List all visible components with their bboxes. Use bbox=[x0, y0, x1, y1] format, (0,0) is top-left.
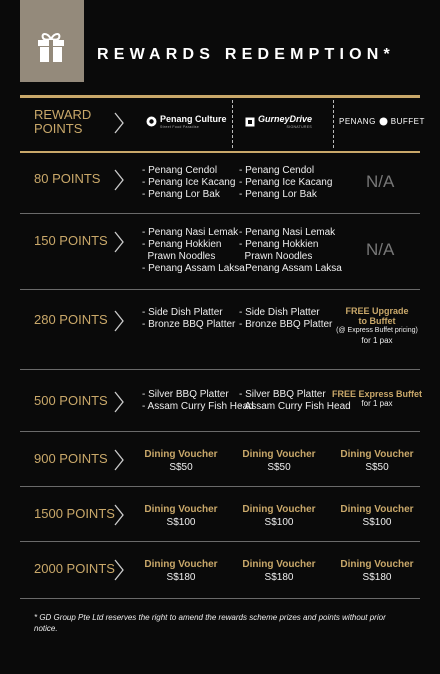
header-divider bbox=[20, 95, 420, 98]
gurney-drive-voucher-1500 bbox=[236, 503, 322, 529]
row-divider bbox=[20, 486, 420, 487]
gurney-drive-logo bbox=[245, 114, 312, 129]
chevron-right-icon bbox=[113, 231, 125, 253]
buffet-upgrade-offer bbox=[328, 306, 426, 346]
penang-culture-logo bbox=[146, 114, 227, 129]
gurney-drive-emblem-icon bbox=[245, 117, 255, 127]
express-buffet-offer bbox=[328, 389, 426, 409]
list-item: - Penang Hokkien bbox=[239, 239, 319, 250]
list-item: - Bronze BBQ Platter bbox=[142, 319, 236, 330]
row-divider bbox=[20, 151, 420, 153]
gurney-drive-items-280 bbox=[239, 307, 332, 331]
voucher-value: S$180 bbox=[362, 572, 392, 583]
points-label-500: 500 POINTS bbox=[34, 393, 108, 408]
list-item: - Bronze BBQ Platter bbox=[239, 319, 333, 330]
list-item: - Assam Curry Fish Head bbox=[239, 401, 351, 412]
gift-box-panel bbox=[20, 0, 84, 82]
column-divider-1 bbox=[232, 100, 233, 148]
footnote: * GD Group Pte Ltd reserves the right to amend the rewards scheme prizes and points without prior notice. bbox=[34, 613, 386, 633]
penang-buffet-name-left: PENANG bbox=[339, 117, 376, 126]
penang-culture-name: Penang Culture bbox=[160, 114, 227, 124]
penang-culture-tagline: Street Food Paradise bbox=[160, 125, 200, 129]
points-label-80: 80 POINTS bbox=[34, 171, 101, 186]
voucher-value: S$100 bbox=[166, 517, 196, 528]
express-buffet-pax: for 1 pax bbox=[361, 399, 393, 408]
gurney-drive-items-150 bbox=[239, 227, 342, 275]
voucher-title: Dining Voucher bbox=[144, 449, 218, 460]
list-item: - Penang Assam Laksa bbox=[239, 263, 342, 274]
list-item: - Penang Lor Bak bbox=[142, 189, 220, 200]
penang-culture-voucher-2000 bbox=[138, 558, 224, 584]
voucher-title: Dining Voucher bbox=[340, 449, 414, 460]
voucher-value: S$100 bbox=[264, 517, 294, 528]
row-divider bbox=[20, 598, 420, 599]
penang-buffet-voucher-900 bbox=[334, 448, 420, 474]
voucher-title: Dining Voucher bbox=[242, 449, 316, 460]
penang-culture-emblem-icon bbox=[146, 116, 157, 127]
penang-buffet-voucher-2000 bbox=[334, 558, 420, 584]
chevron-right-icon bbox=[113, 449, 125, 471]
penang-buffet-name-right: BUFFET bbox=[390, 117, 425, 126]
points-label-150: 150 POINTS bbox=[34, 233, 108, 248]
reward-points-header: REWARD POINTS bbox=[34, 107, 92, 136]
list-item: - Penang Ice Kacang bbox=[142, 177, 236, 188]
chevron-right-icon bbox=[113, 391, 125, 413]
na-label-150: N/A bbox=[366, 240, 395, 259]
penang-culture-items-80 bbox=[142, 165, 235, 201]
buffet-upgrade-title: FREE Upgrade to Buffet bbox=[345, 306, 409, 326]
penang-buffet-logo bbox=[339, 117, 425, 126]
gurney-drive-voucher-2000 bbox=[236, 558, 322, 584]
points-label-1500: 1500 POINTS bbox=[34, 506, 115, 521]
voucher-title: Dining Voucher bbox=[242, 559, 316, 570]
list-item: - Side Dish Platter bbox=[142, 307, 223, 318]
buffet-upgrade-note: (@ Express Buffet pricing) bbox=[336, 327, 418, 334]
row-divider bbox=[20, 213, 420, 214]
points-label-900: 900 POINTS bbox=[34, 451, 108, 466]
buffet-upgrade-pax: for 1 pax bbox=[361, 336, 393, 345]
voucher-title: Dining Voucher bbox=[144, 504, 218, 515]
voucher-value: S$50 bbox=[365, 462, 389, 473]
list-item: - Penang Ice Kacang bbox=[239, 177, 333, 188]
express-buffet-title: FREE Express Buffet bbox=[331, 389, 423, 399]
row-divider bbox=[20, 289, 420, 290]
gift-icon bbox=[34, 30, 68, 64]
voucher-value: S$180 bbox=[166, 572, 196, 583]
gurney-drive-voucher-900 bbox=[236, 448, 322, 474]
penang-culture-items-280 bbox=[142, 307, 235, 331]
voucher-title: Dining Voucher bbox=[144, 559, 218, 570]
points-label-2000: 2000 POINTS bbox=[34, 561, 115, 576]
gurney-drive-items-80 bbox=[239, 165, 332, 201]
list-item: Prawn Noodles bbox=[142, 251, 216, 262]
na-label-80: N/A bbox=[366, 172, 395, 191]
list-item: - Penang Hokkien bbox=[142, 239, 222, 250]
list-item: - Assam Curry Fish Head bbox=[142, 401, 254, 412]
voucher-value: S$180 bbox=[264, 572, 294, 583]
gurney-drive-tagline: SIGNATURES bbox=[286, 125, 313, 129]
voucher-value: S$50 bbox=[267, 462, 291, 473]
list-item: - Penang Nasi Lemak bbox=[142, 227, 239, 238]
list-item: - Silver BBQ Platter bbox=[239, 389, 326, 400]
list-item: - Penang Cendol bbox=[142, 165, 218, 176]
list-item: - Penang Nasi Lemak bbox=[239, 227, 336, 238]
list-item: - Penang Lor Bak bbox=[239, 189, 317, 200]
list-item: Prawn Noodles bbox=[239, 251, 313, 262]
list-item: - Silver BBQ Platter bbox=[142, 389, 229, 400]
penang-culture-voucher-1500 bbox=[138, 503, 224, 529]
voucher-value: S$100 bbox=[362, 517, 392, 528]
list-item: - Side Dish Platter bbox=[239, 307, 320, 318]
chevron-right-icon bbox=[113, 504, 125, 526]
penang-buffet-emblem-icon bbox=[379, 117, 388, 126]
list-item: - Penang Cendol bbox=[239, 165, 315, 176]
voucher-title: Dining Voucher bbox=[242, 504, 316, 515]
row-divider bbox=[20, 431, 420, 432]
list-item: - Penang Assam Laksa bbox=[142, 263, 245, 274]
voucher-title: Dining Voucher bbox=[340, 504, 414, 515]
chevron-right-icon bbox=[113, 559, 125, 581]
column-divider-2 bbox=[333, 100, 334, 148]
row-divider bbox=[20, 541, 420, 542]
penang-buffet-voucher-1500 bbox=[334, 503, 420, 529]
gurney-drive-name: GurneyDrive bbox=[258, 114, 313, 124]
chevron-right-icon bbox=[113, 112, 125, 134]
penang-culture-items-150 bbox=[142, 227, 245, 275]
page-title: REWARDS REDEMPTION* bbox=[97, 46, 395, 63]
row-divider bbox=[20, 369, 420, 370]
penang-culture-items-500 bbox=[142, 389, 254, 413]
points-label-280: 280 POINTS bbox=[34, 312, 108, 327]
chevron-right-icon bbox=[113, 310, 125, 332]
voucher-title: Dining Voucher bbox=[340, 559, 414, 570]
chevron-right-icon bbox=[113, 169, 125, 191]
voucher-value: S$50 bbox=[169, 462, 193, 473]
penang-culture-voucher-900 bbox=[138, 448, 224, 474]
